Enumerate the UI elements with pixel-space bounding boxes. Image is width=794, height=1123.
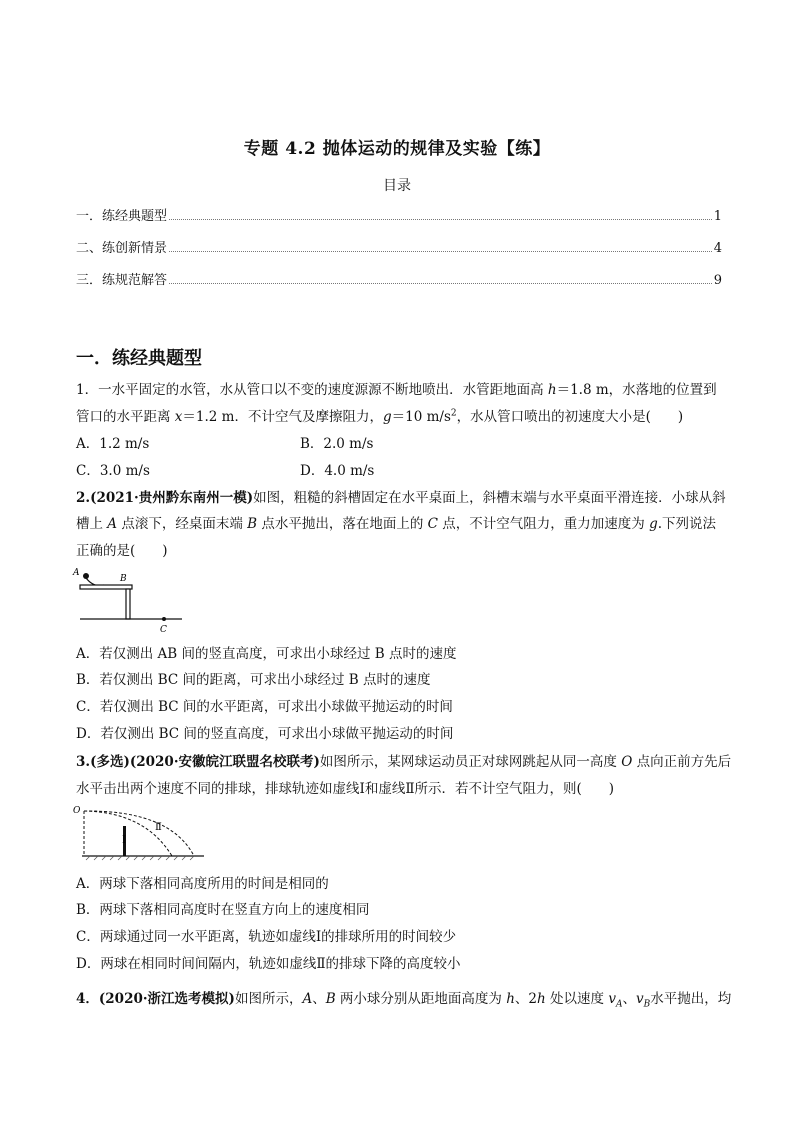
q3-line-1: 3.(多选)(2020·安徽皖江联盟名校联考)如图所示，某网球运动员正对球网跳起从同一高度 O 点向正前方先后 [76, 754, 732, 770]
toc-item-page: 9 [713, 273, 722, 288]
q3-figure [70, 800, 205, 862]
label-c: C [160, 625, 167, 635]
document-title: 专题 4.2 抛体运动的规律及实验【练】 [243, 139, 551, 159]
label-o: O [73, 806, 81, 816]
trajectory-i [84, 811, 172, 856]
q3-option-a[interactable]: A．两球下落相同高度所用的时间是相同的 [76, 876, 329, 892]
trajectory-ii [84, 811, 194, 856]
toc-item-page: 1 [713, 209, 722, 224]
q2-option-a[interactable]: A．若仅测出 AB 间的竖直高度，可求出小球经过 B 点时的速度 [76, 646, 457, 662]
q2-option-c[interactable]: C．若仅测出 BC 间的水平距离，可求出小球做平抛运动的时间 [76, 699, 453, 715]
q3-option-b[interactable]: B．两球下落相同高度时在竖直方向上的速度相同 [76, 902, 370, 918]
label-b: B [120, 574, 127, 584]
q4-line-1: 4．(2020·浙江选考模拟)如图所示，A、B 两小球分别从距地面高度为 h、2h 处以速度 $v_A$、$v_B$水平抛出，均 [76, 991, 732, 1010]
toc-leader-dots [169, 283, 712, 284]
toc-item[interactable] [76, 268, 722, 288]
q3-option-c[interactable]: C．两球通过同一水平距离，轨迹如虚线Ⅰ的排球所用的时间较少 [76, 929, 457, 945]
section-heading: 一．练经典题型 [76, 348, 202, 369]
q2-option-d[interactable]: D．若仅测出 BC 间的竖直高度，可求出小球做平抛运动的时间 [76, 726, 454, 742]
toc-leader-dots [169, 219, 712, 220]
q1-option-b[interactable]: B．2.0 m/s [300, 436, 374, 452]
q2-line-1: 2.(2021·贵州黔东南州一模)如图，粗糙的斜槽固定在水平桌面上，斜槽末端与水平桌面平滑连接．小球从斜 [76, 490, 726, 506]
label-ii: Ⅱ [155, 822, 162, 833]
toc-item-page: 4 [713, 241, 722, 256]
label-a: A [73, 568, 80, 578]
q2-option-b[interactable]: B．若仅测出 BC 间的距离，可求出小球经过 B 点时的速度 [76, 672, 431, 688]
table-top [80, 585, 132, 589]
q1-option-a[interactable]: A．1.2 m/s [76, 436, 150, 452]
label-i: Ⅰ [122, 835, 126, 846]
table-leg [126, 589, 130, 619]
toc-item[interactable] [76, 204, 722, 224]
toc-leader-dots [169, 251, 712, 252]
q2-line-3: 正确的是( ) [76, 543, 168, 559]
landing-point [162, 617, 166, 621]
toc-item-label: 三．练规范解答 [76, 273, 168, 288]
q2-figure [70, 566, 190, 636]
q3-line-2: 水平击出两个速度不同的排球，排球轨迹如虚线Ⅰ和虚线Ⅱ所示．若不计空气阻力，则( ) [76, 781, 615, 797]
q1-option-c[interactable]: C．3.0 m/s [76, 463, 150, 479]
toc-item-label: 一．练经典题型 [76, 209, 168, 224]
q1-line-2: 管口的水平距离 x＝1.2 m．不计空气及摩擦阻力，g＝10 $m/s^2$，水从管口喷出的初速度大小是( ) [76, 408, 684, 425]
q2-line-2: 槽上 A 点滚下，经桌面末端 B 点水平抛出，落在地面上的 C 点，不计空气阻力，重力加速度为 g.下列说法 [76, 516, 717, 532]
q1-option-d[interactable]: D．4.0 m/s [300, 463, 375, 479]
toc-item-label: 二、练创新情景 [76, 241, 168, 256]
q3-option-d[interactable]: D．两球在相同时间间隔内，轨迹如虚线Ⅱ的排球下降的高度较小 [76, 956, 461, 972]
toc-heading: 目录 [383, 178, 411, 194]
q1-line-1: 1．一水平固定的水管，水从管口以不变的速度源源不断地喷出．水管距地面高 h＝1.8 m，水落地的位置到 [76, 382, 717, 398]
toc-item[interactable] [76, 236, 722, 256]
